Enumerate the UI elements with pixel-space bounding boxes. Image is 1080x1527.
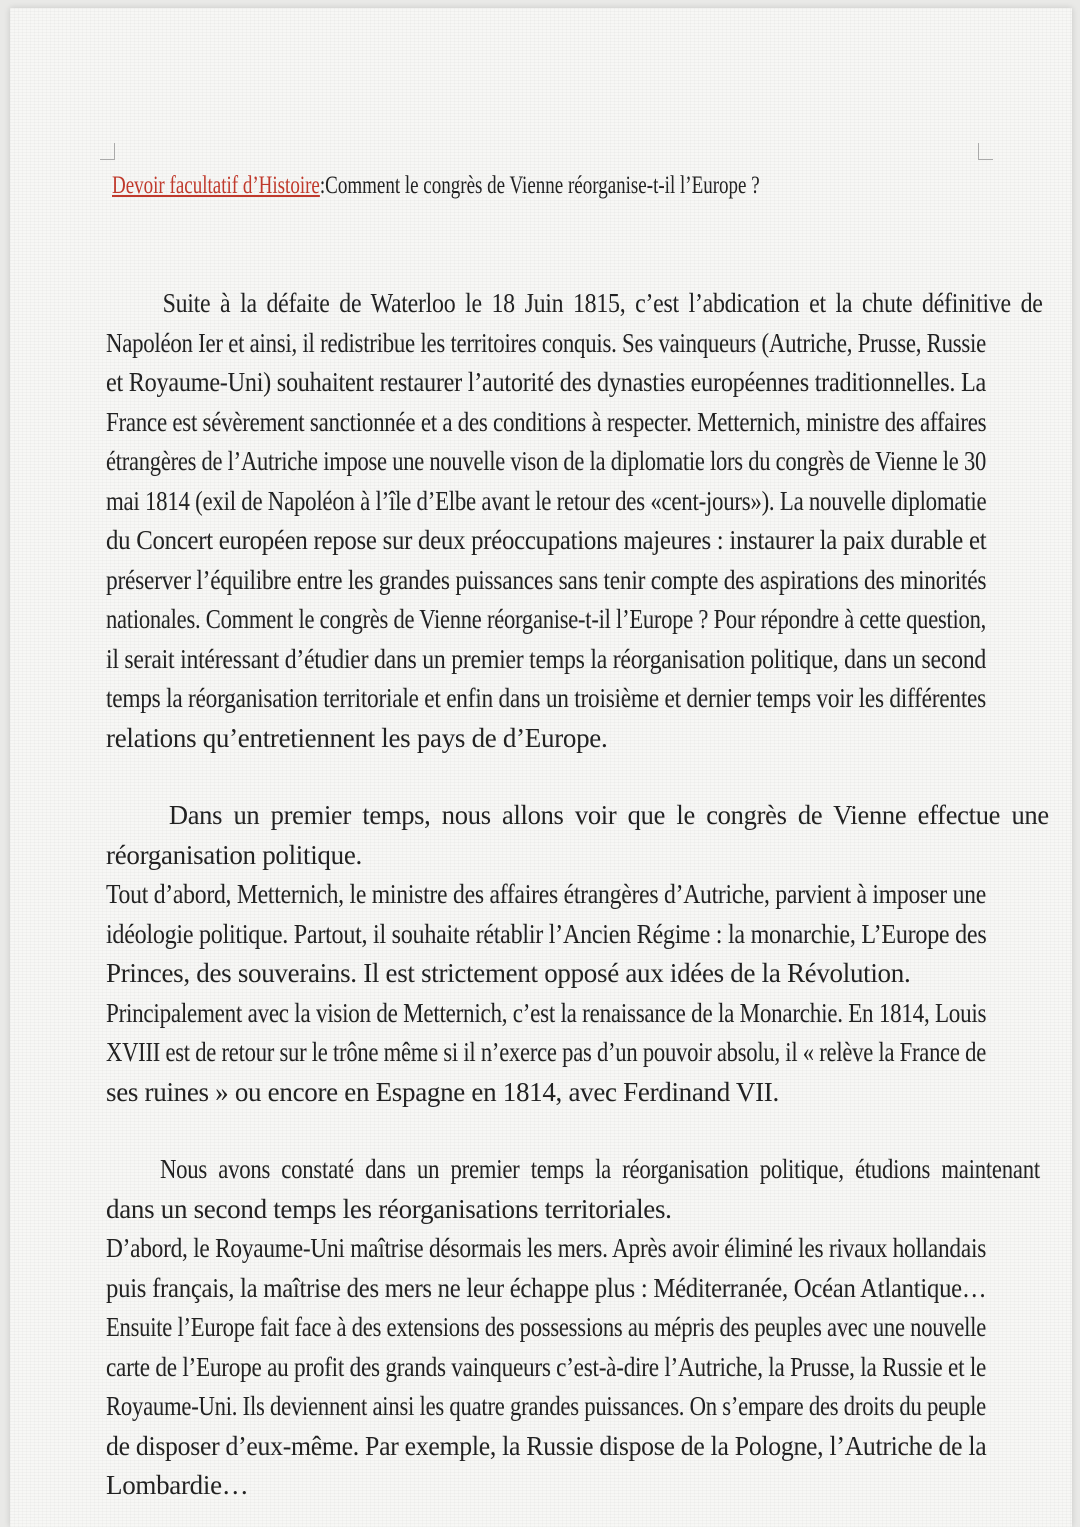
text-line: ses ruines » ou encore en Espagne en 1814, avec Ferdinand VII. [106, 1076, 779, 1107]
text-line: préserver l’équilibre entre les grandes puissances sans tenir compte des aspirations des minorités [106, 564, 987, 595]
text-line: et Royaume-Uni) souhaitent restaurer l’autorité des dynasties européennes traditionnelles. La [106, 367, 986, 397]
text-line: relations qu’entretiennent les pays de d’Europe. [106, 722, 608, 753]
text-line: Napoléon Ier et ainsi, il redistribue les territoires conquis. Ses vainqueurs (Autriche, Prusse, Russie [106, 327, 986, 358]
text-line: Principalement avec la vision de Metternich, c’est la renaissance de la Monarchie. En 1814, Louis [106, 997, 987, 1028]
text-line: XVIII est de retour sur le trône même si il n’exerce pas d’un pouvoir absolu, il « relève la France de [106, 1037, 986, 1067]
text-line: il serait intéressant d’étudier dans un premier temps la réorganisation politique, dans un second [106, 643, 986, 674]
text-line: Princes, des souverains. Il est strictement opposé aux idées de la Révolution. [106, 958, 911, 988]
text-line: idéologie politique. Partout, il souhaite rétablir l’Ancien Régime : la monarchie, L’Europe des [106, 918, 987, 949]
margin-corner-mark [978, 143, 993, 160]
text-line: de disposer d’eux-même. Par exemple, la Russie dispose de la Pologne, l’Autriche de la [106, 1430, 987, 1461]
text-line: Lombardie… [106, 1470, 249, 1500]
text-line: D’abord, le Royaume-Uni maîtrise désormais les mers. Après avoir éliminé les rivaux hollandais [106, 1233, 987, 1263]
text-line: mai 1814 (exil de Napoléon à l’île d’Elbe avant le retour des «cent-jours»). La nouvelle diplomatie [106, 485, 987, 516]
text-line: dans un second temps les réorganisations territoriales. [106, 1193, 672, 1224]
margin-corner-mark [100, 143, 115, 160]
text-line: étrangères de l’Autriche impose une nouvelle vison de la diplomatie lors du congrès de Vienne le 30 [106, 446, 986, 476]
text-line: puis français, la maîtrise des mers ne leur échappe plus : Méditerranée, Océan Atlantique… [106, 1272, 987, 1303]
text-line: Ensuite l’Europe fait face à des extensions des possessions au mépris des peuples avec une nouvelle [106, 1312, 986, 1342]
text-line: Royaume-Uni. Ils deviennent ainsi les quatre grandes puissances. On s’empare des droits du peuple [106, 1391, 986, 1421]
paragraph-political-reorganisation [106, 796, 1049, 1112]
text-line: Nous avons constaté dans un premier temps la réorganisation politique, étudions maintenant [159, 1154, 1040, 1184]
text-line: du Concert européen repose sur deux préoccupations majeures : instaurer la paix durable et [106, 525, 987, 555]
text-line: nationales. Comment le congrès de Vienne réorganise-t-il l’Europe ? Pour répondre à cette question, [106, 604, 986, 634]
document-page [10, 8, 1072, 1527]
text-line: Tout d’abord, Metternich, le ministre des affaires étrangères d’Autriche, parvient à imposer une [106, 879, 986, 909]
text-line: réorganisation politique. [106, 839, 362, 870]
paragraph-introduction [106, 284, 1043, 758]
title-question: :Comment le congrès de Vienne réorganise-t-il l’Europe ? [319, 172, 760, 199]
document-body [106, 284, 1049, 1527]
document-title [112, 168, 781, 204]
text-line: carte de l’Europe au profit des grands vainqueurs c’est-à-dire l’Autriche, la Prusse, la Russie et le [106, 1351, 987, 1382]
text-line: France est sévèrement sanctionnée et a des conditions à respecter. Metternich, ministre des affaires [106, 406, 987, 437]
title-label: Devoir facultatif d’Histoire [112, 172, 320, 199]
text-line: Suite à la défaite de Waterloo le 18 Juin 1815, c’est l’abdication et la chute définitive de [162, 288, 1043, 318]
text-line: temps la réorganisation territoriale et enfin dans un troisième et dernier temps voir les différentes [106, 683, 986, 713]
text-line: Dans un premier temps, nous allons voir que le congrès de Vienne effectue une [168, 800, 1049, 830]
paragraph-territorial-reorganisation [106, 1150, 1040, 1506]
